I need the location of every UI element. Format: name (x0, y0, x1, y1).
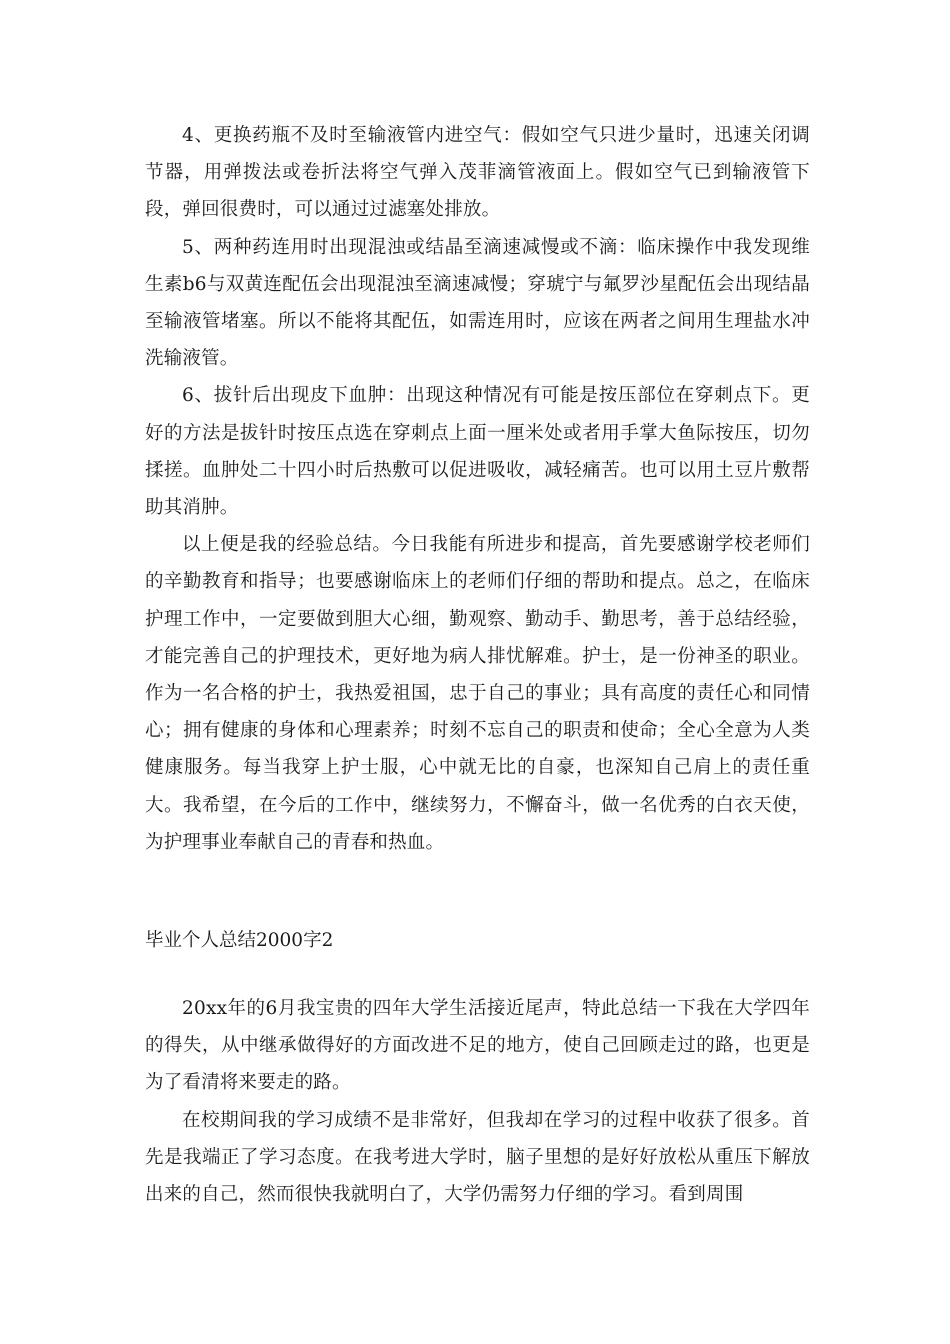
section-1-body (145, 117, 810, 861)
paragraph-graduation-intro: 20xx年的6月我宝贵的四年大学生活接近尾声，特此总结一下我在大学四年的得失，从中继承做得好的方面改进不足的地方，使自己回顾走过的路，也更是为了看清将来要走的路。 (145, 998, 810, 1094)
paragraph-hematoma: 6、拔针后出现皮下血肿：出现这种情况有可能是按压部位在穿刺点下。更好的方法是拔针时按压点选在穿刺点上面一厘米处或者用手掌大鱼际按压，切勿揉搓。血肿处二十四小时后热敷可以促进吸收，减轻痛苦。也可以用土豆片敷帮助其消肿。 (145, 385, 810, 519)
paragraph-air-in-tube: 4、更换药瓶不及时至输液管内进空气：假如空气只进少量时，迅速关闭调节器，用弹拨法或卷折法将空气弹入茂菲滴管液面上。假如空气已到输液管下段，弹回很费时，可以通过过滤塞处排放。 (145, 125, 810, 221)
paragraph-drug-combination: 5、两种药连用时出现混浊或结晶至滴速减慢或不滴：临床操作中我发现维生素b6与双黄连配伍会出现混浊至滴速减慢；穿琥宁与氟罗沙星配伍会出现结晶至输液管堵塞。所以不能将其配伍，如需连用时，应该在两者之间用生理盐水冲洗输液管。 (145, 236, 810, 370)
section-2-heading-block (145, 922, 810, 959)
section-2-body (145, 990, 810, 1213)
section-2-title: 毕业个人总结2000字2 (145, 930, 334, 951)
paragraph-study-attitude: 在校期间我的学习成绩不是非常好，但我却在学习的过程中收获了很多。首先是我端正了学习态度。在我考进大学时，脑子里想的是好好放松从重压下解放出来的自己，然而很快我就明白了，大学仍需努力仔细的学习。看到周围 (145, 1109, 810, 1206)
paragraph-experience-summary: 以上便是我的经验总结。今日我能有所进步和提高，首先要感谢学校老师们的辛勤教育和指导；也要感谢临床上的老师们仔细的帮助和提点。总之，在临床护理工作中，一定要做到胆大心细，勤观察、勤动手、勤思考，善于总结经验，才能完善自己的护理技术，更好地为病人排忧解难。护士，是一份神圣的职业。作为一名合格的护士，我热爱祖国，忠于自己的事业；具有高度的责任心和同情心；拥有健康的身体和心理素养；时刻不忘自己的职责和使命；全心全意为人类健康服务。每当我穿上护士服，心中就无比的自豪，也深知自己肩上的责任重大。我希望，在今后的工作中，继续努力，不懈奋斗，做一名优秀的白衣天使，为护理事业奉献自己的青春和热血。 (145, 534, 810, 853)
